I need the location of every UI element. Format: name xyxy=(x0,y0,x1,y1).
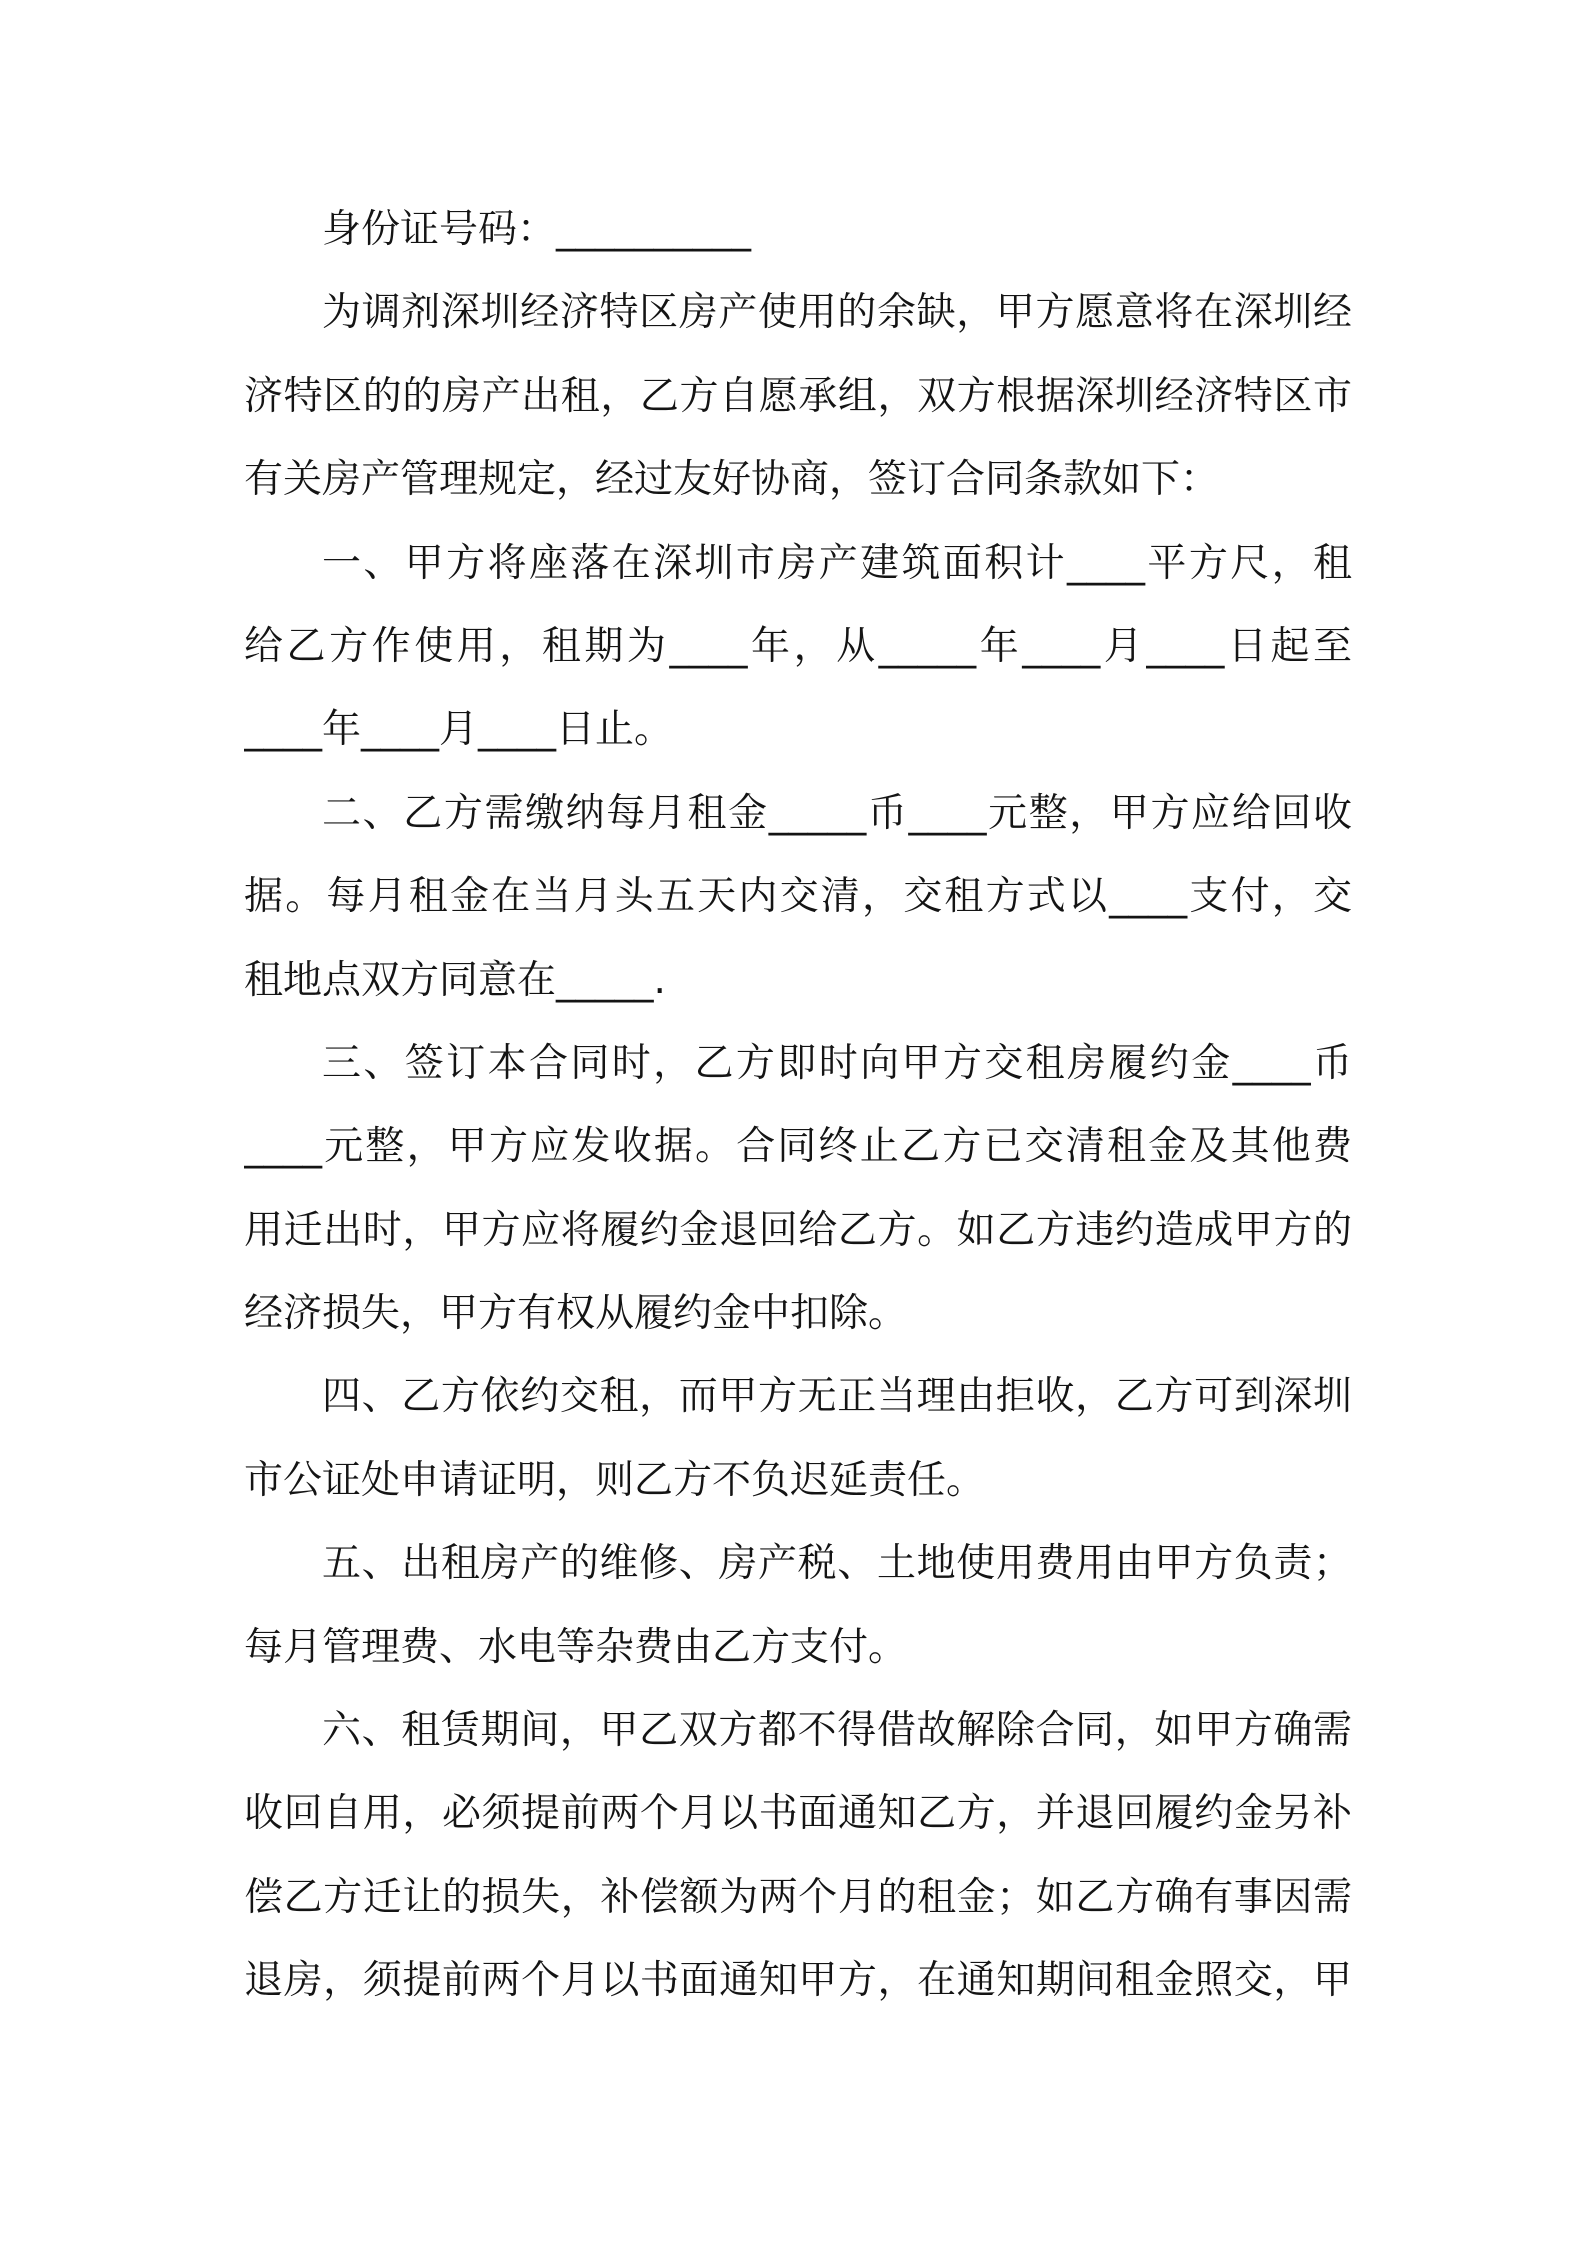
text-line: 六、租赁期间，甲乙双方都不得借故解除合同，如甲方确需 xyxy=(322,1708,1352,1754)
text-line: 身份证号码：__________ xyxy=(322,207,752,252)
text-line: 二、乙方需缴纳每月租金_____币____元整，甲方应给回收 xyxy=(322,790,1352,836)
clause-1 xyxy=(244,522,1352,772)
text-line: 用迁出时，甲方应将履约金退回给乙方。如乙方违约造成甲方的 xyxy=(244,1207,1352,1253)
text-line: 给乙方作使用，租期为____年，从_____年____月____日起至 xyxy=(244,623,1352,669)
id-number-field xyxy=(244,188,1352,271)
text-line: 经济损失，甲方有权从履约金中扣除。 xyxy=(244,1291,908,1337)
text-line: 租地点双方同意在_____. xyxy=(244,957,666,1003)
text-line: 每月管理费、水电等杂费由乙方支付。 xyxy=(244,1624,908,1670)
text-line: 四、乙方依约交租，而甲方无正当理由拒收，乙方可到深圳 xyxy=(322,1374,1352,1420)
text-line: 市公证处申请证明，则乙方不负迟延责任。 xyxy=(244,1457,986,1503)
clause-3 xyxy=(244,1022,1352,1356)
text-line: ____元整，甲方应发收据。合同终止乙方已交清租金及其他费 xyxy=(244,1124,1352,1170)
text-line: 偿乙方迁让的损失，补偿额为两个月的租金；如乙方确有事因需 xyxy=(244,1874,1352,1920)
text-line: 济特区的的房产出租，乙方自愿承组，双方根据深圳经济特区市 xyxy=(244,373,1352,419)
text-line: 有关房产管理规定，经过友好协商，签订合同条款如下： xyxy=(244,457,1220,503)
text-line: ____年____月____日止。 xyxy=(244,707,674,753)
text-line: 为调剂深圳经济特区房产使用的余缺，甲方愿意将在深圳经 xyxy=(322,290,1352,336)
text-line: 退房，须提前两个月以书面通知甲方，在通知期间租金照交，甲 xyxy=(244,1958,1352,2004)
document-body xyxy=(244,188,1352,2023)
text-line: 五、出租房产的维修、房产税、土地使用费用由甲方负责； xyxy=(322,1541,1352,1587)
text-line: 收回自用，必须提前两个月以书面通知乙方，并退回履约金另补 xyxy=(244,1791,1352,1837)
contract-preamble xyxy=(244,271,1352,521)
clause-2 xyxy=(244,772,1352,1022)
text-line: 据。每月租金在当月头五天内交清，交租方式以____支付，交 xyxy=(244,874,1352,920)
text-line: 三、签订本合同时，乙方即时向甲方交租房履约金____币 xyxy=(322,1040,1352,1086)
clause-5 xyxy=(244,1522,1352,1689)
clause-4 xyxy=(244,1355,1352,1522)
clause-6 xyxy=(244,1689,1352,2023)
text-line: 一、甲方将座落在深圳市房产建筑面积计____平方尺，租 xyxy=(322,540,1352,586)
